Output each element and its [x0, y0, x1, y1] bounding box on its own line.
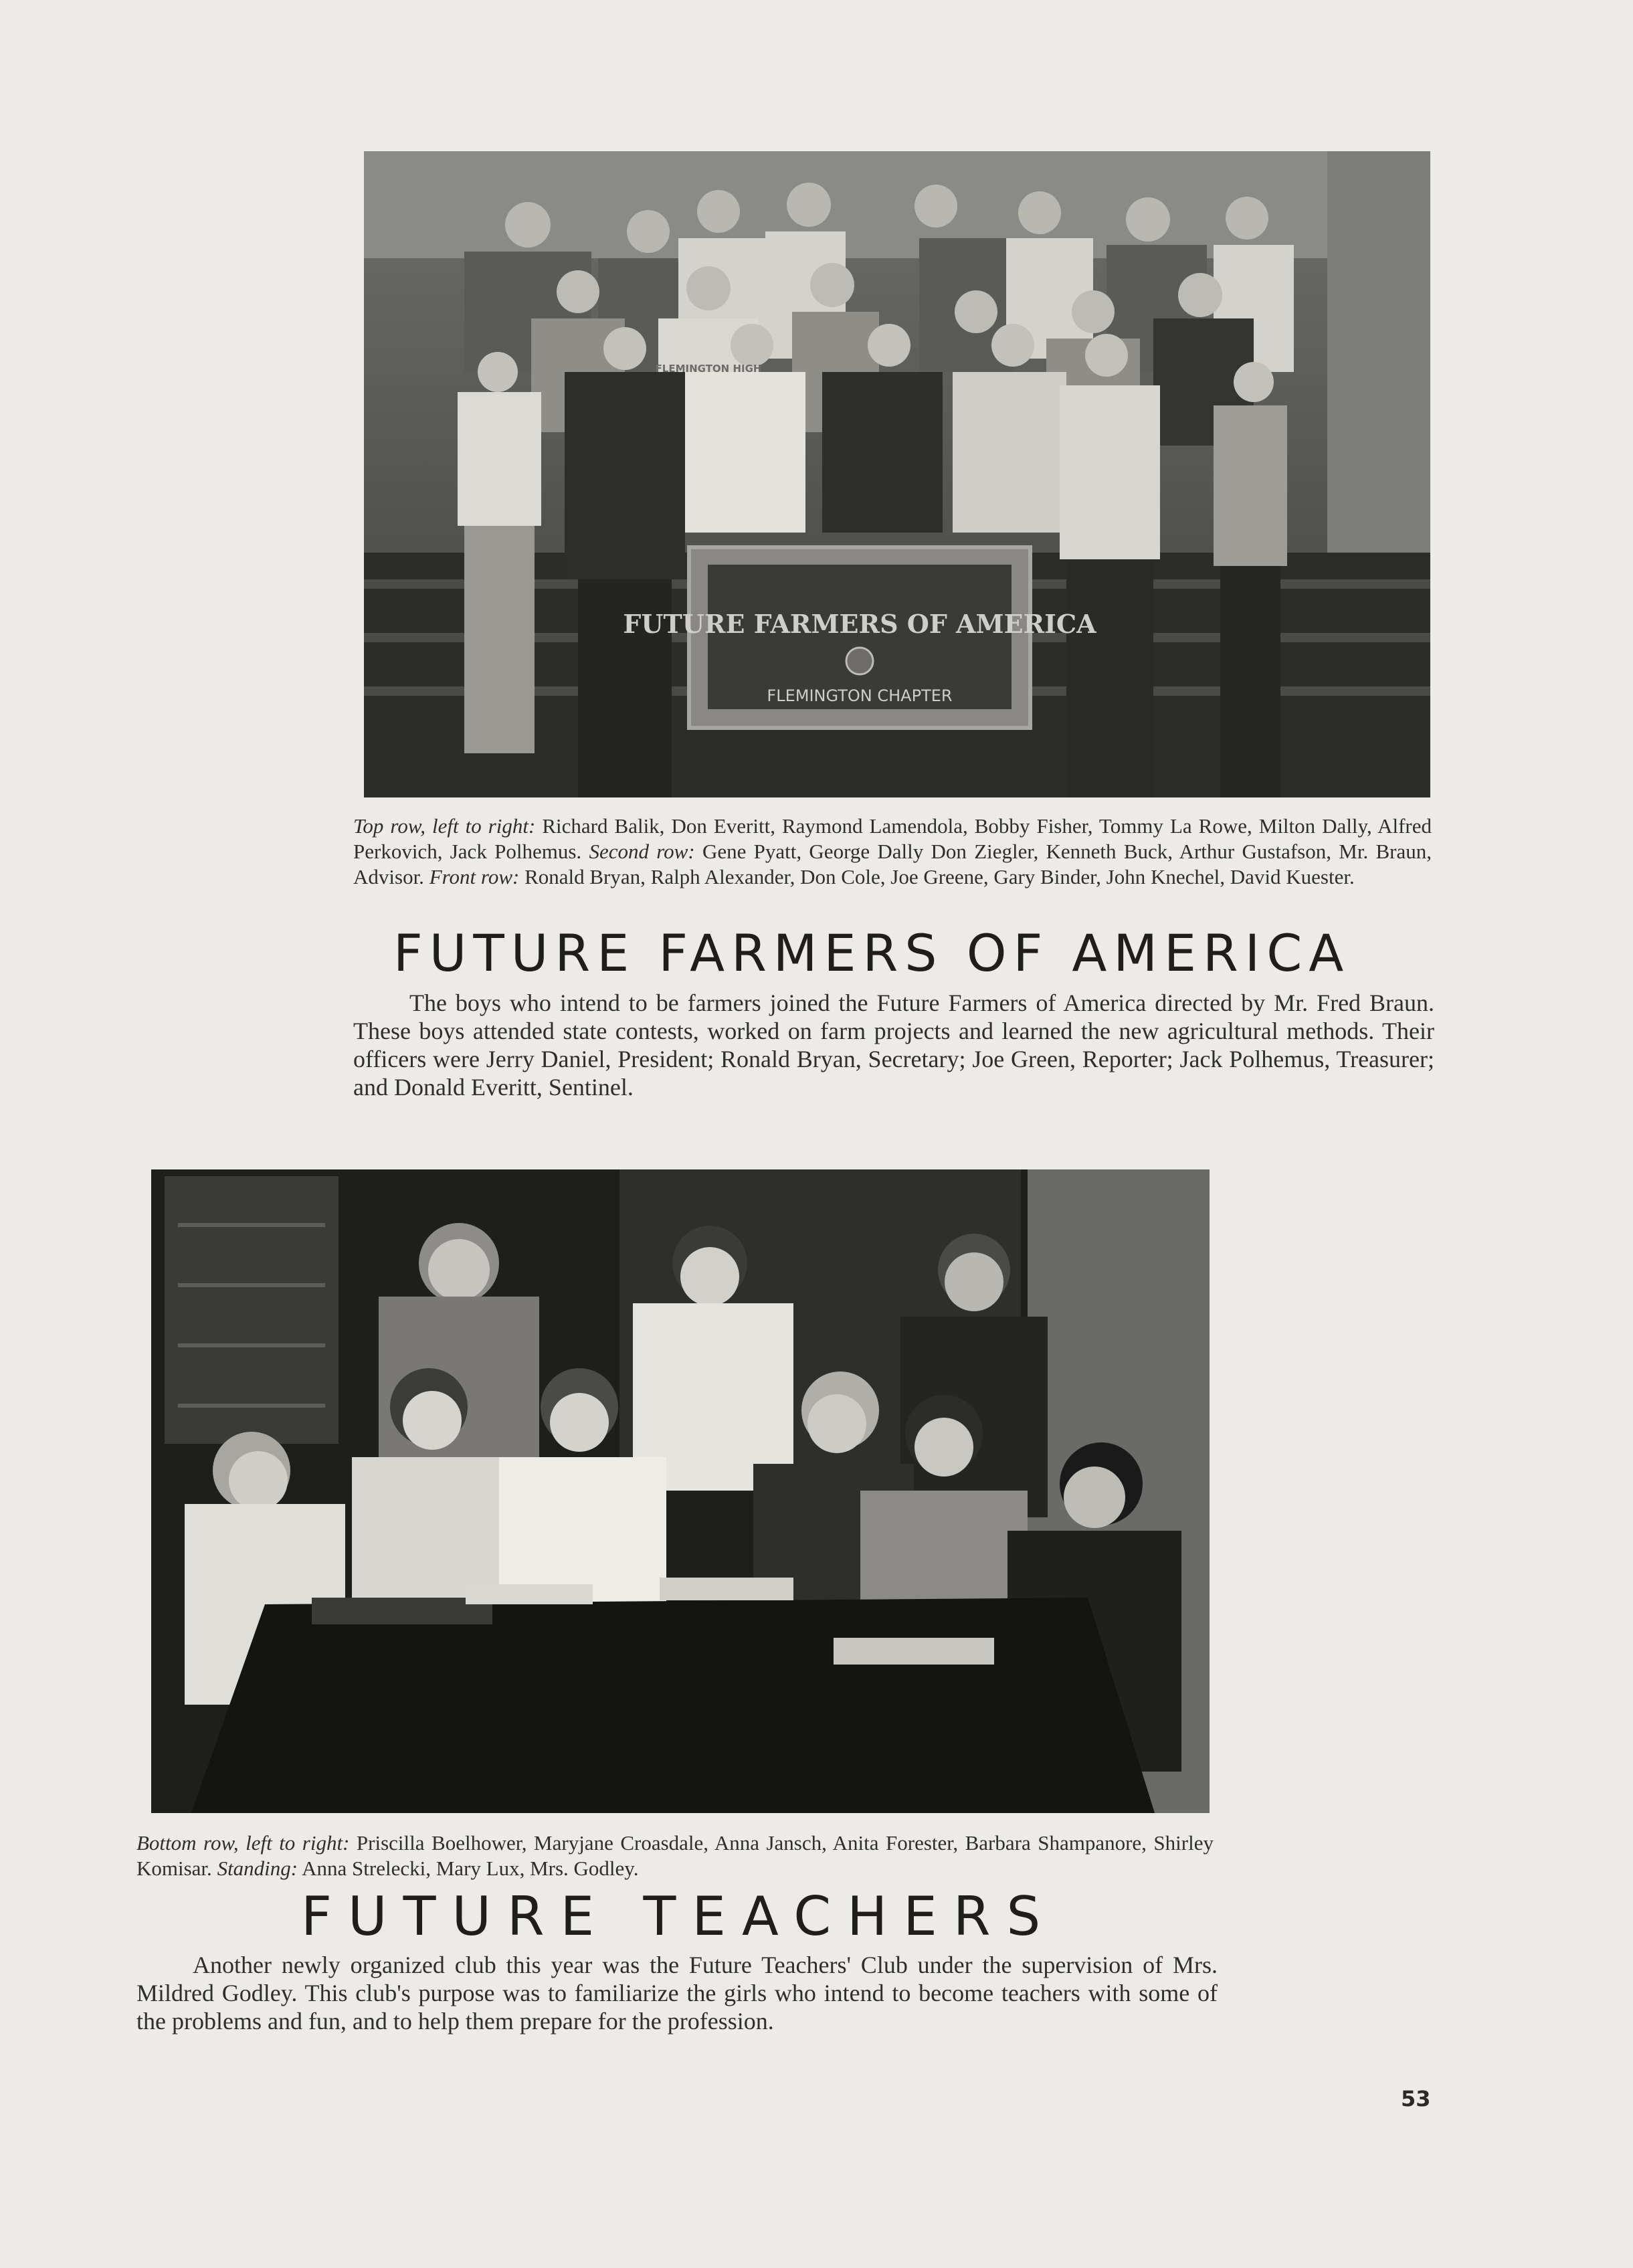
sweatshirt-lettering: FLEMINGTON HIGH — [655, 363, 762, 375]
caption-label-top-row: Top row, left to right: — [353, 814, 536, 838]
ffa-body-paragraph: The boys who intend to be farmers joined the Future Farmers of America directed by Mr. Fred Braun. These boys attended state contests, worked on farm projects and learned the new agricultural methods. Their officers were Jerry Daniel, President; Ronald Bryan, Secretary; Joe Green, Reporter; Jack Polhemus, Treasurer; and Donald Everitt, Sentinel. — [353, 989, 1434, 1101]
page-number: 53 — [1401, 2086, 1431, 2111]
caption-label-front-row: Front row: — [429, 865, 520, 888]
caption-names-second-row: Gene Pyatt, George Dally Don Ziegler, Kenneth Buck, Arthur Gustafson, Mr. Braun, Advisor. — [353, 840, 1432, 888]
ffa-emblem-icon — [846, 648, 873, 674]
ffa-group-photo — [364, 151, 1430, 797]
ffa-heading: FUTURE FARMERS OF AMERICA — [393, 923, 1351, 983]
caption-label-standing: Standing: — [217, 1857, 298, 1880]
future-teachers-photo — [151, 1169, 1210, 1813]
caption-names-standing: Anna Strelecki, Mary Lux, Mrs. Godley. — [298, 1857, 639, 1880]
ffa-photo-drawing — [364, 151, 1430, 797]
ffa-banner-title: FUTURE FARMERS OF AMERICA — [623, 609, 1096, 639]
ft-photo-drawing — [151, 1169, 1210, 1813]
ffa-photo-caption — [353, 814, 1432, 890]
ft-photo-caption — [136, 1830, 1214, 1881]
ft-body-paragraph: Another newly organized club this year was the Future Teachers' Club under the supervision of Mrs. Mildred Godley. This club's purpose was to familiarize the girls who intend to become teachers with some of the problems and fun, and to help them prepare for the profession. — [136, 1952, 1218, 2035]
caption-names-bottom-row: Priscilla Boelhower, Maryjane Croasdale, Anna Jansch, Anita Forester, Barbara Shampanore, Shirley Komisar. — [136, 1831, 1214, 1880]
caption-names-top-row: Richard Balik, Don Everitt, Raymond Lamendola, Bobby Fisher, Tommy La Rowe, Milton Dally, Alfred Perkovich, Jack Polhemus. — [353, 814, 1432, 863]
caption-label-second-row: Second row: — [589, 840, 695, 863]
caption-names-front-row: Ronald Bryan, Ralph Alexander, Don Cole, Joe Greene, Gary Binder, John Knechel, David Kuester. — [519, 865, 1355, 888]
ffa-banner-subtitle: FLEMINGTON CHAPTER — [767, 686, 953, 705]
ft-heading: FUTURE TEACHERS — [301, 1885, 1057, 1948]
caption-label-bottom-row: Bottom row, left to right: — [136, 1831, 350, 1855]
